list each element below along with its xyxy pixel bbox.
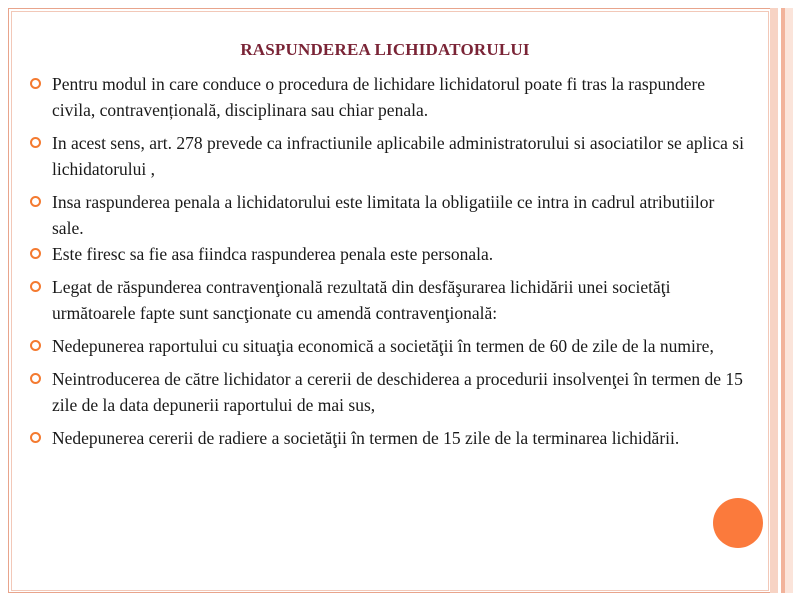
ring-bullet-icon [30, 432, 41, 443]
bullet-item [30, 71, 750, 123]
bullet-text: Este firesc sa fie asa fiindca raspunderea penala este personala. [52, 244, 494, 264]
bullet-text: Pentru modul in care conduce o procedura de lichidare lichidatorul poate fi tras la raspundere civila, contravențională, disciplinara sau chiar penala. [52, 74, 706, 120]
ring-bullet-icon [30, 137, 41, 148]
bullet-item [30, 130, 750, 182]
bullet-item [30, 425, 750, 451]
ring-bullet-icon [30, 78, 41, 89]
ring-bullet-icon [30, 373, 41, 384]
bullet-item [30, 366, 750, 418]
bullet-item [30, 333, 750, 359]
bullet-text: Nedepunerea raportului cu situaţia economică a societăţii în termen de 60 de zile de la numire, [52, 336, 714, 356]
slide-title: RASPUNDEREA LICHIDATORULUI [240, 40, 530, 59]
bullet-item [30, 274, 750, 326]
bullet-text: In acest sens, art. 278 prevede ca infractiunile aplicabile administratorului si asociatilor se aplica si lichidatorului , [52, 133, 744, 179]
decor-stripe [785, 8, 793, 593]
bullet-list [30, 71, 750, 458]
bullet-text: Nedepunerea cererii de radiere a societăţii în termen de 15 zile de la terminarea lichidării. [52, 428, 680, 448]
bullet-text: Legat de răspunderea contravenţională rezultată din desfăşurarea lichidării unei societăţi următoarele fapte sunt sancţionate cu amendă contravenţională: [52, 277, 671, 323]
ring-bullet-icon [30, 248, 41, 259]
bullet-item [30, 189, 750, 241]
ring-bullet-icon [30, 340, 41, 351]
bullet-text: Neintroducerea de către lichidator a cererii de deschiderea a procedurii insolvenţei în termen de 15 zile de la data depunerii raportului de mai sus, [52, 369, 743, 415]
ring-bullet-icon [30, 281, 41, 292]
ring-bullet-icon [30, 196, 41, 207]
bullet-text: Insa raspunderea penala a lichidatorului este limitata la obligatiile ce intra in cadrul atributiilor sale. [52, 192, 715, 238]
orange-circle [713, 498, 763, 548]
bullet-item [30, 241, 750, 267]
decor-stripe [770, 8, 778, 593]
